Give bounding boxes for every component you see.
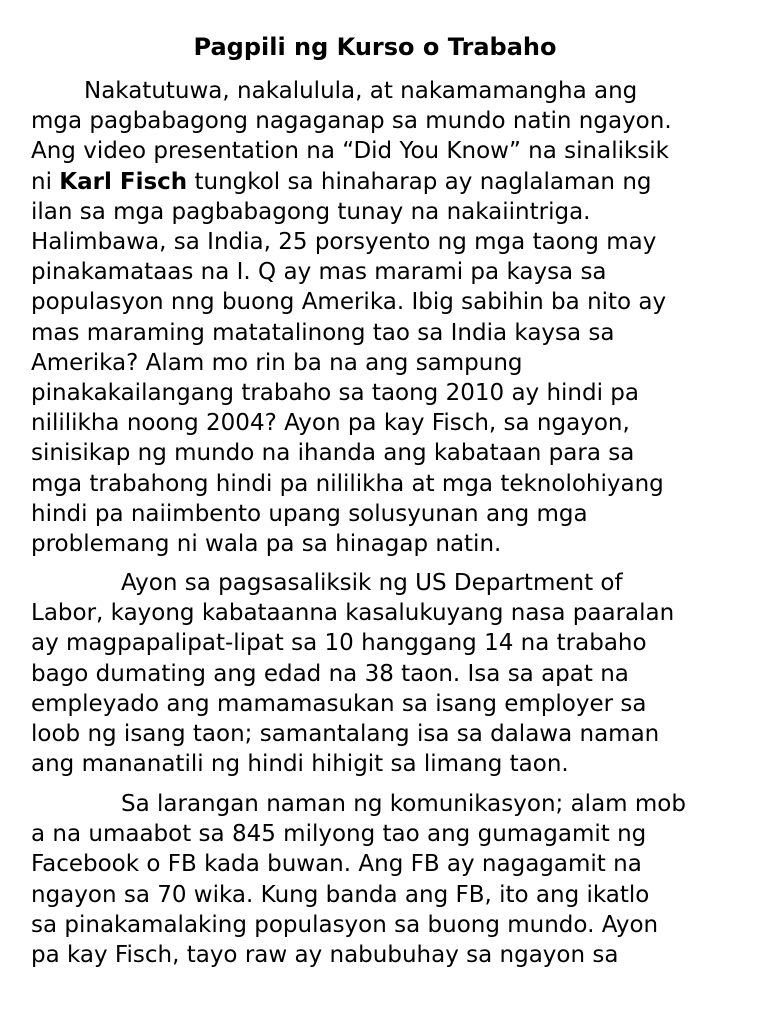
text-line: nililikha noong 2004? Ayon pa kay Fisch, sa ngayon, (31, 410, 630, 437)
text-line (31, 167, 751, 197)
text-line: ay magpapalipat-lipat sa 10 hanggang 14 na trabaho (31, 630, 647, 657)
text-line: bago dumating ang edad na 38 taon. Isa sa apat na (31, 660, 629, 687)
text-line: sa pinakamalaking populasyon sa buong mundo. Ayon (31, 911, 659, 938)
document-title: Pagpili ng Kurso o Trabaho (193, 33, 557, 61)
text-line: Ayon sa pagsasaliksik ng US Department of (121, 570, 623, 596)
text-line: pinakamataas na I. Q ay mas marami pa kaysa sa (31, 259, 607, 286)
paragraph-3 (31, 789, 751, 970)
text-line: ang mananatili ng hindi hihigit sa limang taon. (31, 751, 569, 778)
text-line: loob ng isang taon; samantalang isa sa dalawa naman (31, 721, 660, 748)
text-line: Nakatutuwa, nakalulula, at nakamamangha ang (84, 78, 638, 104)
text-line: sinisikap ng mundo na ihanda ang kabataan para sa (31, 440, 635, 467)
paragraph-1 (31, 76, 751, 559)
text-line: Halimbawa, sa India, 25 porsyento ng mga taong may (31, 229, 657, 256)
text-line: ilan sa mga pagbabagong tunay na nakaiintriga. (31, 198, 591, 225)
text-line: ngayon sa 70 wika. Kung banda ang FB, ito ang ikatlo (31, 881, 650, 908)
text-line: problemang ni wala pa sa hinagap natin. (31, 531, 502, 558)
paragraph-2 (31, 568, 751, 779)
text-line: Sa larangan naman ng komunikasyon; alam mob (121, 791, 686, 817)
text-line: pa kay Fisch, tayo raw ay nabubuhay sa ngayon sa (31, 942, 619, 969)
text-line: mas maraming matatalinong tao sa India kaysa sa (31, 319, 615, 346)
text-line: empleyado ang mamamasukan sa isang employer sa (31, 690, 647, 717)
text-line: hindi pa naiimbento upang solusyunan ang mga (31, 500, 588, 527)
text-line: Labor, kayong kabataanna kasalukuyang nasa paaralan (31, 600, 675, 627)
author-name: Karl Fisch (59, 168, 188, 195)
text-line: Amerika? Alam mo rin ba na ang sampung (31, 349, 523, 376)
text-fragment: tungkol sa hinaharap ay naglalaman ng (187, 168, 652, 195)
text-line: populasyon nng buong Amerika. Ibig sabihin ba nito ay (31, 289, 667, 316)
text-line: mga pagbabagong nagaganap sa mundo natin ngayon. (31, 108, 672, 135)
text-line: pinakakailangang trabaho sa taong 2010 ay hindi pa (31, 380, 639, 407)
text-line: Facebook o FB kada buwan. Ang FB ay nagagamit na (31, 851, 642, 878)
text-line: a na umaabot sa 845 milyong tao ang gumagamit ng (31, 821, 647, 848)
text-fragment: ni (31, 168, 60, 195)
text-line: mga trabahong hindi pa nililikha at mga teknolohiyang (31, 470, 664, 497)
text-line: Ang video presentation na “Did You Know” na sinaliksik (31, 138, 669, 165)
